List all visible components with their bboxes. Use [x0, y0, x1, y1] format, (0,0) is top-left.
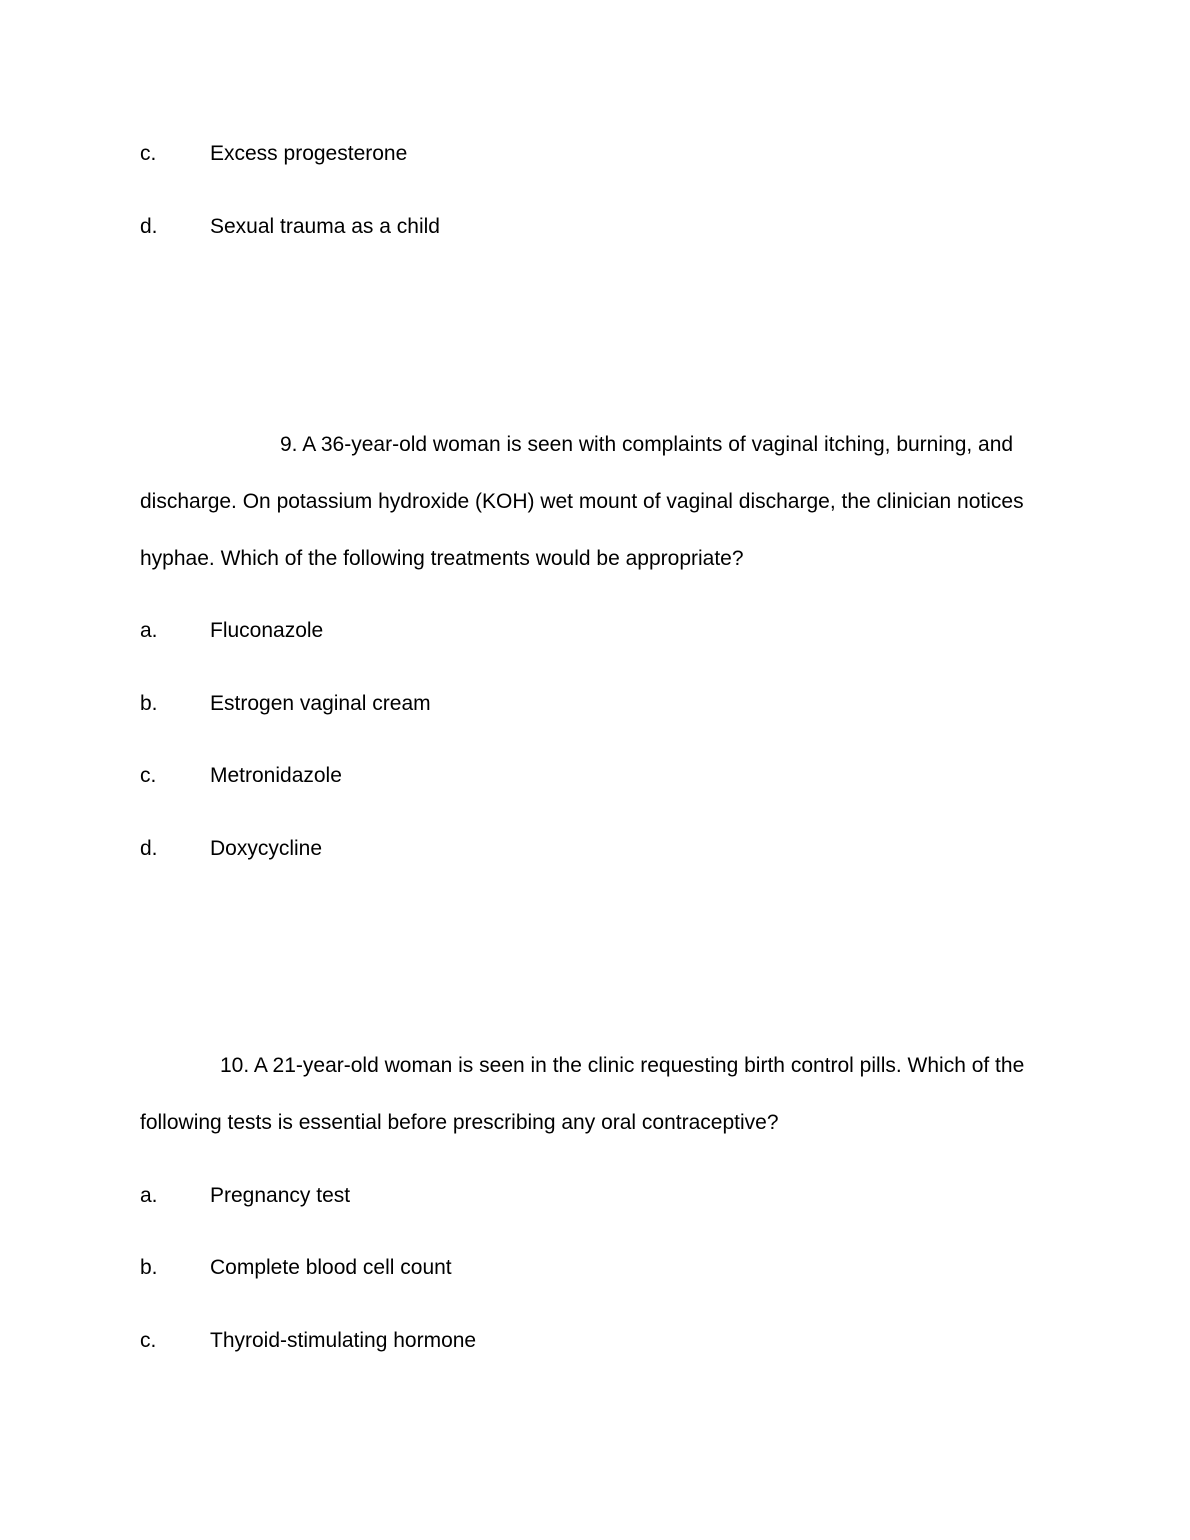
question-stem-line: hyphae. Which of the following treatments would be appropriate?: [140, 547, 744, 570]
question-stem-line: 9. A 36-year-old woman is seen with complaints of vaginal itching, burning, and: [280, 433, 1014, 456]
question-stem-line: 10. A 21-year-old woman is seen in the clinic requesting birth control pills. Which of the: [220, 1054, 1025, 1077]
option-text: Thyroid-stimulating hormone: [210, 1329, 477, 1352]
option-text: Doxycycline: [210, 837, 323, 860]
option-letter: d.: [140, 215, 158, 238]
option-text: Fluconazole: [210, 619, 324, 642]
option-text: Pregnancy test: [210, 1184, 351, 1207]
question-stem-line: discharge. On potassium hydroxide (KOH) wet mount of vaginal discharge, the clinician notices: [140, 490, 1024, 513]
question-stem-line: following tests is essential before prescribing any oral contraceptive?: [140, 1111, 779, 1134]
option-letter: c.: [140, 764, 157, 787]
option-letter: d.: [140, 837, 158, 860]
option-letter: c.: [140, 142, 157, 165]
option-text: Sexual trauma as a child: [210, 215, 440, 238]
option-text: Complete blood cell count: [210, 1256, 452, 1279]
option-text: Excess progesterone: [210, 142, 408, 165]
option-letter: a.: [140, 619, 158, 642]
option-letter: b.: [140, 692, 158, 715]
option-letter: a.: [140, 1184, 158, 1207]
option-letter: c.: [140, 1329, 157, 1352]
option-text: Metronidazole: [210, 764, 342, 787]
option-text: Estrogen vaginal cream: [210, 692, 431, 715]
option-letter: b.: [140, 1256, 158, 1279]
